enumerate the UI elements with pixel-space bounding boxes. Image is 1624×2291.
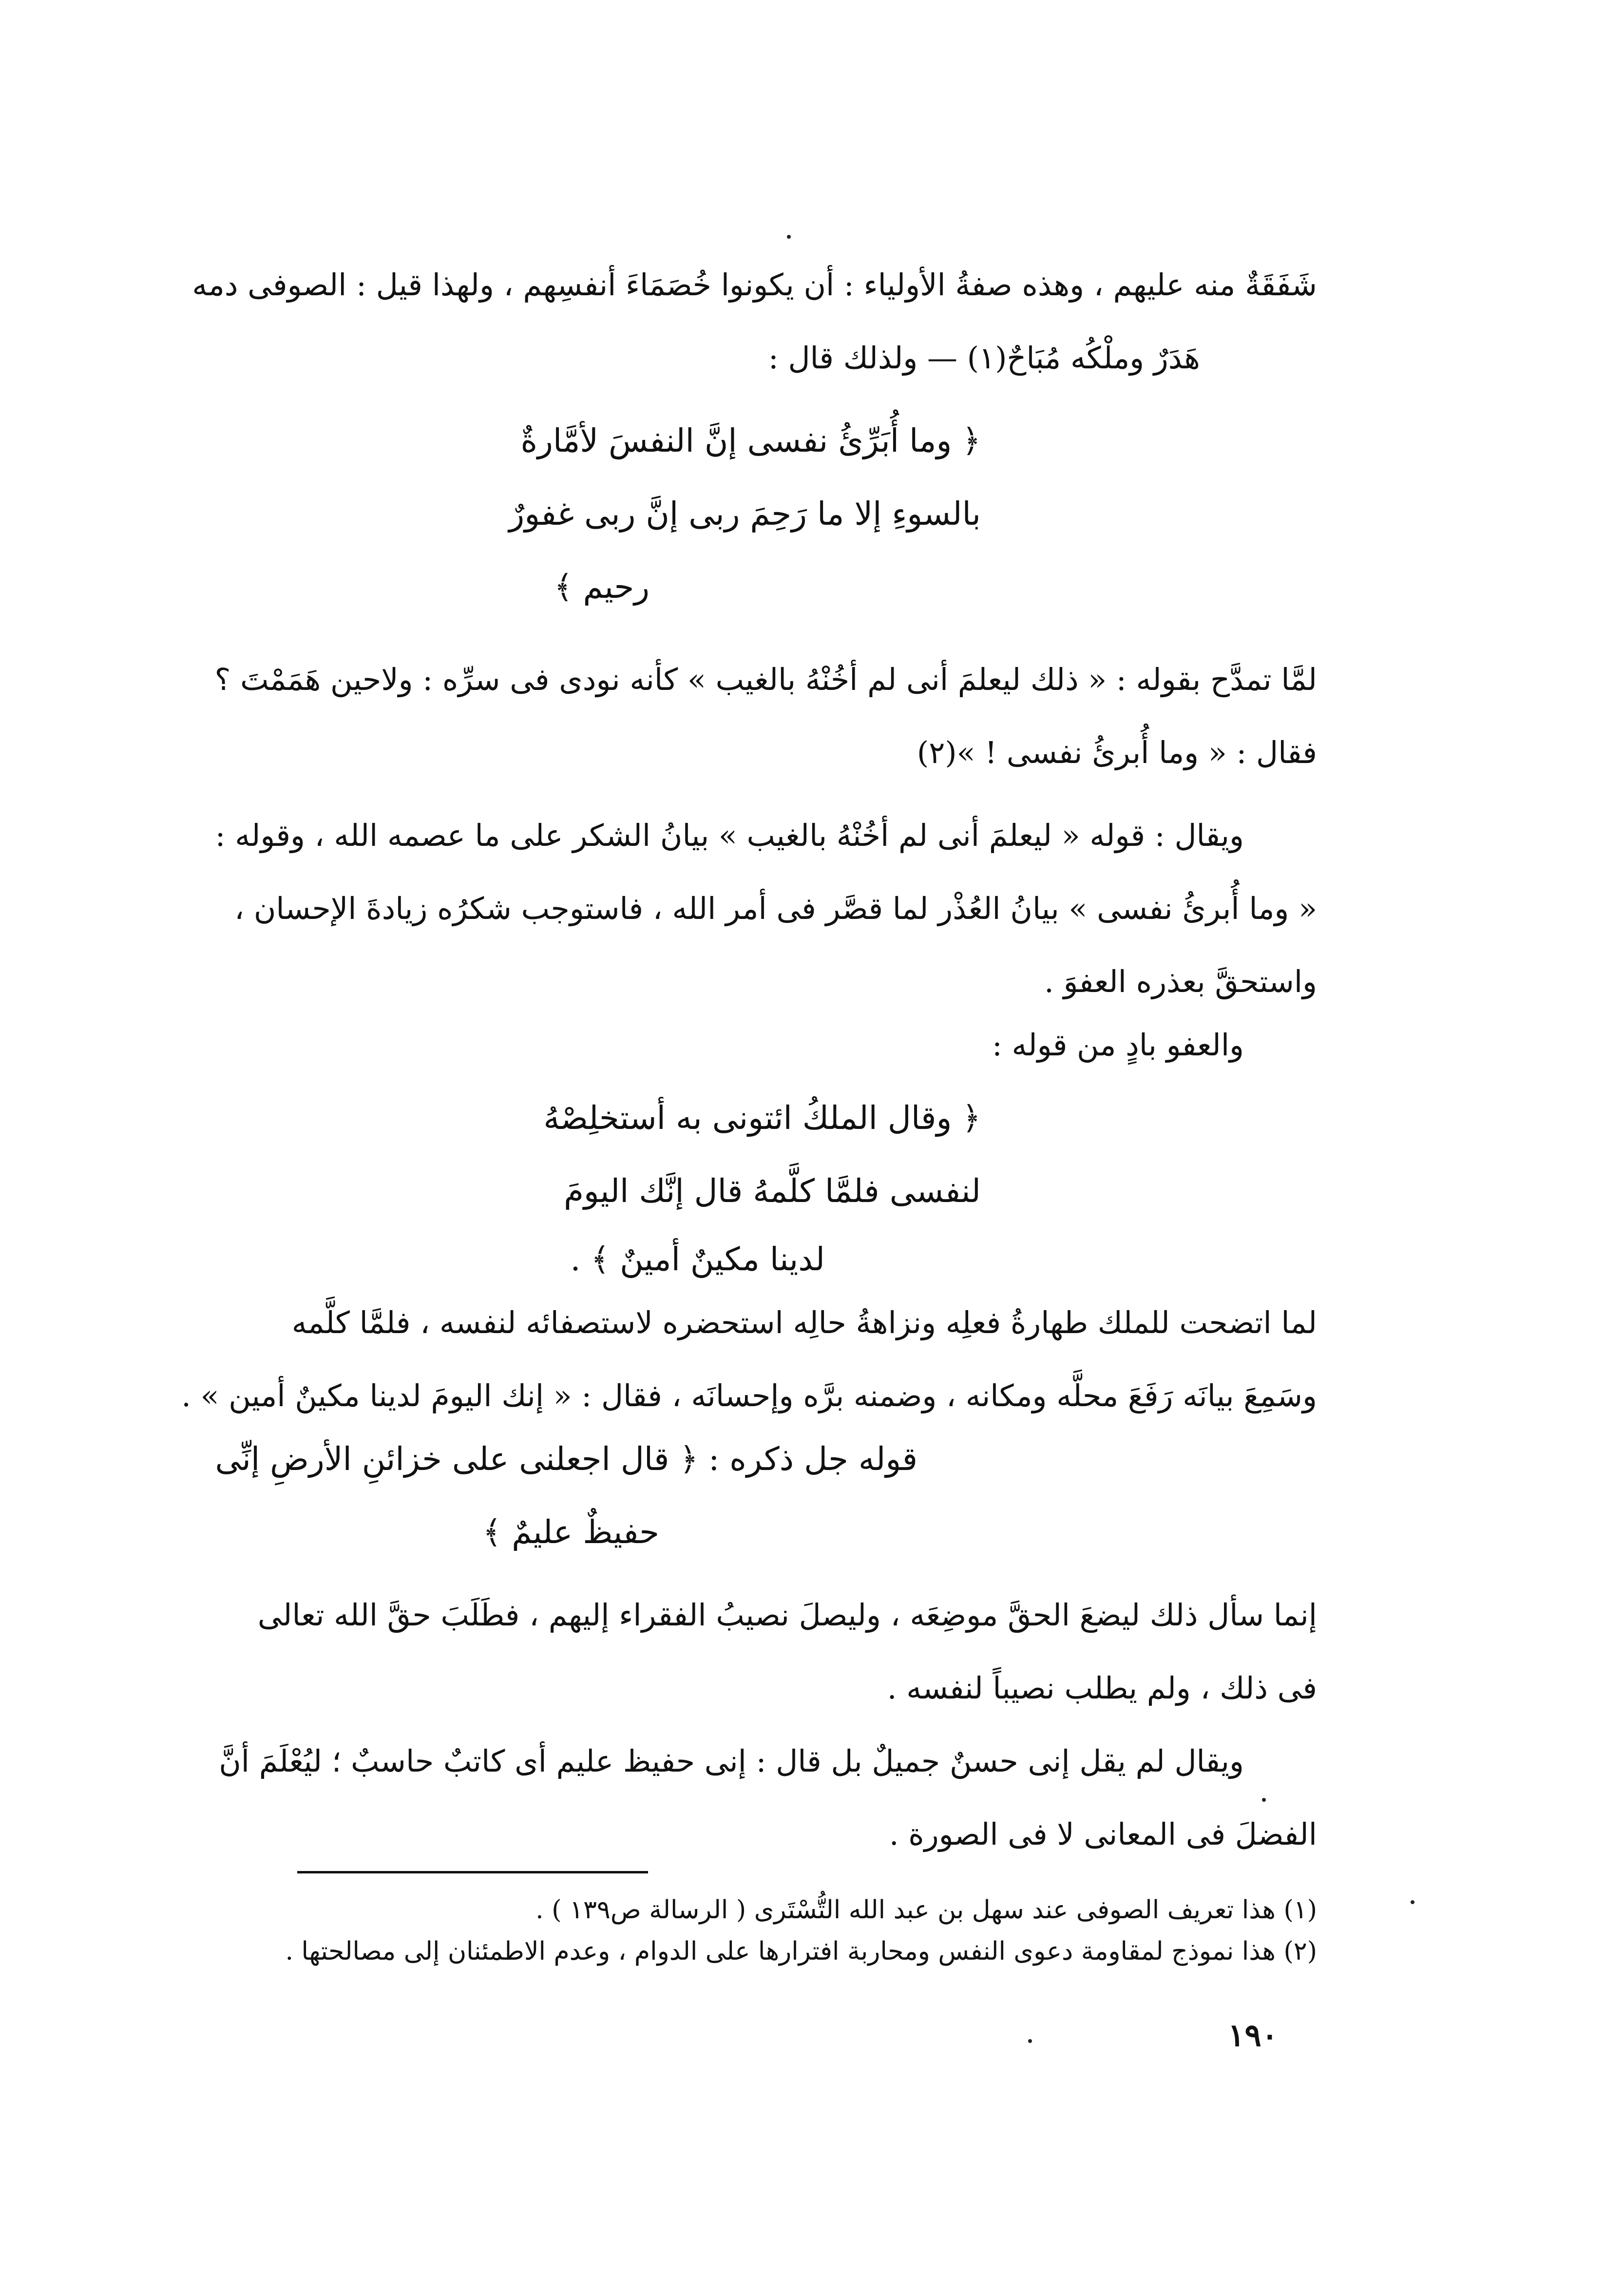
- paragraph-1: [192, 248, 1317, 395]
- quran-verse-1-line-2: بالسوءِ إلا ما رَحِمَ ربى إنَّ ربى غفورٌ: [509, 495, 981, 533]
- text-line: فى ذلك ، ولم يطلب نصيباً لنفسه .: [887, 1670, 1317, 1706]
- text-line: « وما أُبرئُ نفسى » بيانُ العُذْر لما قصَّر فى أمر الله ، فاستوجب شكرُه زيادةَ الإحسان ،: [234, 891, 1317, 926]
- text-line: لما اتضحت للملك طهارةُ فعلِه ونزاهةُ حالِه استحضره لاستصفائه لنفسه ، فلمَّا كلَّمه: [291, 1305, 1317, 1340]
- footnote-1: (١) هذا تعريف الصوفى عند سهل بن عبد الله التُّسْتَرى ( الرسالة ص١٣٩ ) .: [535, 1895, 1317, 1925]
- paragraph-3: [215, 799, 1317, 1018]
- text-line: شَفَقَةٌ منه عليهم ، وهذه صفةُ الأولياء : أن يكونوا خُصَمَاءَ أنفسِهم ، ولهذا قيل : الصوفى دمه: [192, 267, 1317, 303]
- quran-verse-2-line-2: لنفسى فلمَّا كلَّمهُ قال إنَّك اليومَ: [564, 1172, 981, 1210]
- quran-verse-3-line-2: حفيظٌ عليمٌ ﴾: [482, 1513, 659, 1551]
- text-line: ويقال : قوله « ليعلمَ أنى لم أخُنْهُ بالغيب » بيانُ الشكر على ما عصمه الله ، وقوله :: [215, 818, 1244, 853]
- text-line: لمَّا تمدَّح بقوله : « ذلك ليعلمَ أنى لم أخُنْهُ بالغيب » كأنه نودى فى سرِّه : ولاحين هَمَمْتَ ؟: [214, 662, 1317, 697]
- text-line: واستحقَّ بعذره العفوَ .: [1044, 964, 1317, 999]
- quran-verse-2-line-1: ﴿ وقال الملكُ ائتونى به أستخلِصْهُ: [543, 1099, 981, 1137]
- quran-verse-1-line-1: ﴿ وما أُبَرِّئُ نفسى إنَّ النفسَ لأمَّارةٌ: [520, 422, 981, 459]
- text-line: فقال : « وما أُبرئُ نفسى ! »(٢): [917, 735, 1317, 770]
- paragraph-4: [294, 1009, 1317, 1082]
- quran-verse-2-line-3: لدينا مكينٌ أمينٌ ﴾ .: [570, 1241, 825, 1278]
- scan-speck: [1411, 1900, 1414, 1904]
- text-line: والعفو بادٍ من قوله :: [992, 1027, 1244, 1063]
- text-line: وسَمِعَ بيانَه رَفَعَ محلَّه ومكانه ، وضمنه برَّه وإحسانَه ، فقال : « إنك اليومَ لدينا مكينٌ أمين » .: [181, 1378, 1317, 1413]
- scan-speck: [787, 235, 791, 239]
- scan-speck: [1262, 1798, 1266, 1802]
- paragraph-6: [257, 1579, 1317, 1725]
- footnote-2: (٢) هذا نموذج لمقاومة دعوى النفس ومحاربة افترارها على الدوام ، وعدم الاطمئنان إلى مصالحتها .: [285, 1937, 1317, 1966]
- text-line: إنما سأل ذلك ليضعَ الحقَّ موضِعَه ، وليصلَ نصيبُ الفقراء إليهم ، فطَلَبَ حقَّ الله تعالى: [257, 1597, 1317, 1633]
- text-line: ويقال لم يقل إنى حسنٌ جميلٌ بل قال : إنى حفيظ عليم أى كاتبٌ حاسبٌ ؛ ليُعْلَمَ أنَّ: [219, 1743, 1244, 1779]
- quran-verse-1-line-3: رحيم ﴾: [554, 568, 650, 606]
- footnote-separator: [297, 1871, 648, 1873]
- paragraph-5: [181, 1286, 1317, 1432]
- quran-verse-3-line-1: قوله جل ذكره : ﴿ قال اجعلنى على خزائنِ الأرضِ إنِّى: [215, 1440, 917, 1478]
- paragraph-7: [219, 1725, 1317, 1871]
- paragraph-2: [214, 643, 1317, 789]
- page-number: ١٩٠: [1228, 2017, 1279, 2054]
- text-line: هَدَرٌ وملْكُه مُبَاحٌ(١) — ولذلك قال :: [768, 340, 1200, 376]
- scan-speck: [1028, 2039, 1032, 2043]
- text-line: الفضلَ فى المعانى لا فى الصورة .: [889, 1816, 1317, 1852]
